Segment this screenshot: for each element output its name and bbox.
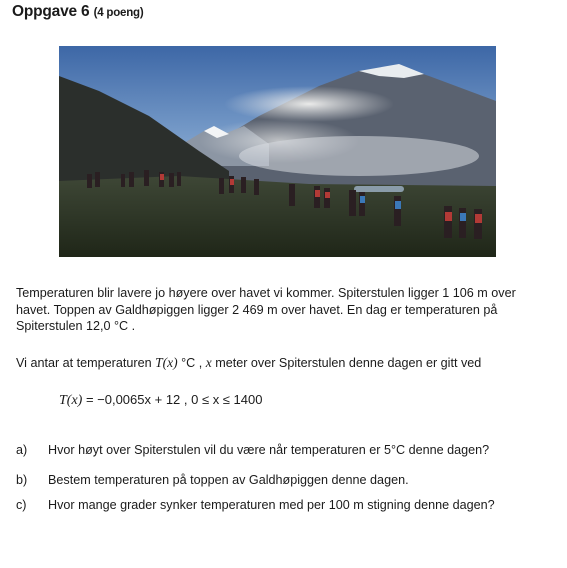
question-text: Hvor mange grader synker temperaturen med per 100 m stigning denne dagen? bbox=[48, 498, 495, 512]
assumption-after: meter over Spiterstulen denne dagen er gitt ved bbox=[211, 356, 482, 370]
intro-text bbox=[16, 285, 551, 335]
intro-line-1: Temperaturen blir lavere jo høyere over havet vi kommer. Spiterstulen ligger 1 106 m over bbox=[16, 286, 516, 300]
formula-lhs: T(x) bbox=[59, 393, 83, 408]
task-points: (4 poeng) bbox=[93, 7, 144, 19]
question-label: a) bbox=[16, 443, 28, 457]
question-c bbox=[16, 498, 495, 512]
intro-line-3: Spiterstulen 12,0 °C . bbox=[16, 319, 136, 333]
intro-line-2: havet. Toppen av Galdhøpiggen ligger 2 469 m over havet. En dag er temperaturen på bbox=[16, 302, 498, 317]
assumption-variable: x bbox=[205, 355, 212, 370]
task-title bbox=[12, 3, 144, 21]
assumption-unit: °C , bbox=[177, 356, 206, 370]
task-heading: Oppgave 6 bbox=[12, 3, 90, 20]
question-text: Hvor høyt over Spiterstulen vil du være når temperaturen er 5°C denne dagen? bbox=[48, 443, 490, 457]
formula-rhs: = −0,0065x + 12 , 0 ≤ x ≤ 1400 bbox=[82, 392, 263, 407]
question-a bbox=[16, 443, 489, 457]
mountain-photo bbox=[59, 46, 496, 257]
question-b bbox=[16, 473, 409, 487]
assumption-function: T(x) bbox=[155, 355, 178, 370]
question-label: b) bbox=[16, 473, 28, 487]
temperature-formula bbox=[59, 392, 262, 409]
assumption-text bbox=[16, 355, 481, 371]
question-text: Bestem temperaturen på toppen av Galdhøpiggen denne dagen. bbox=[48, 473, 409, 487]
question-label: c) bbox=[16, 498, 27, 512]
assumption-before: Vi antar at temperaturen bbox=[16, 356, 156, 370]
